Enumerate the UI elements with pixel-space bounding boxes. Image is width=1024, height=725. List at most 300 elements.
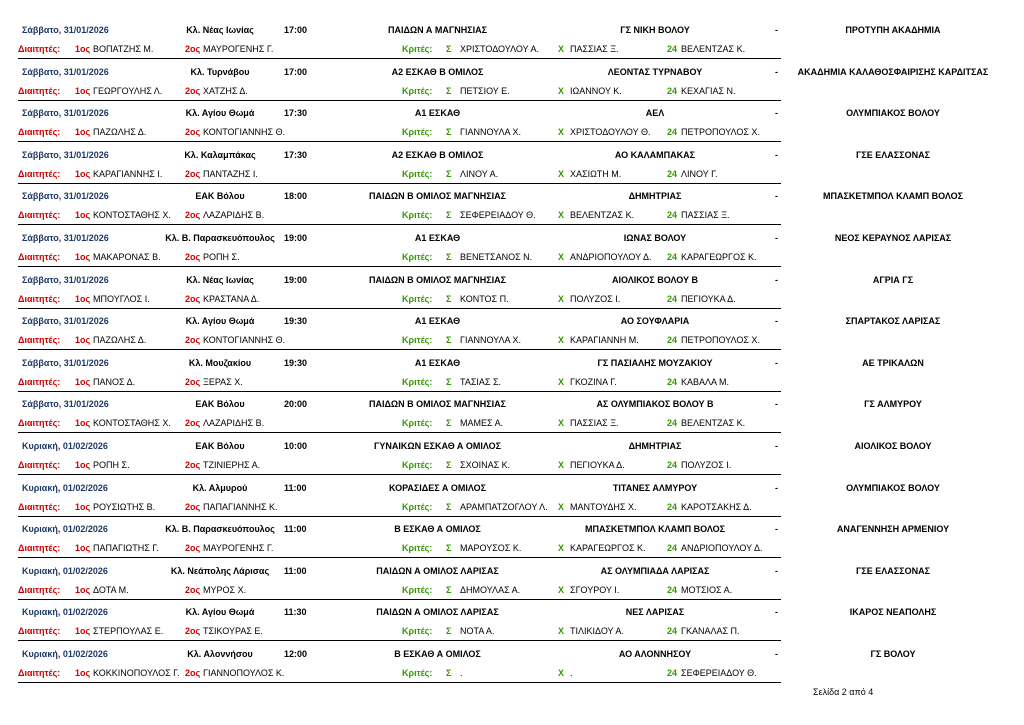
officials-row <box>0 207 1024 223</box>
ref1-label: 1ος <box>75 460 91 470</box>
referee-1: ΚΟΚΚΙΝΟΠΟΥΛΟΣ Γ. <box>93 668 180 678</box>
timer-label: Χ <box>558 127 565 138</box>
judges-label: Κριτές: <box>402 293 433 304</box>
referee-1: ΔΟΤΑ Μ. <box>93 584 129 595</box>
referee-1: ΣΤΕΡΠΟΥΛΑΣ Ε. <box>93 626 164 637</box>
vs-dash: - <box>775 524 778 535</box>
shot-clock-operator: ΒΕΛΕΝΤΖΑΣ Κ. <box>681 44 746 54</box>
ref1-label: 1ος <box>75 127 91 138</box>
officials-row <box>0 374 1024 390</box>
officials-row <box>0 124 1024 140</box>
away-team: ΑΚΑΔΗΜΙΑ ΚΑΛΑΘΟΣΦΑΙΡΙΣΗΣ ΚΑΡΔΙΤΣΑΣ <box>797 66 989 77</box>
referees-label: Διαιτητές: <box>18 252 61 262</box>
referee-1: ΓΕΩΡΓΟΥΛΗΣ Λ. <box>93 85 163 96</box>
shot-clock-operator: ΑΝΔΡΙΟΠΟΥΛΟΥ Δ. <box>681 543 763 554</box>
ref1-label: 1ος <box>75 584 91 595</box>
referee-1: ΠΑΝΟΣ Δ. <box>93 376 136 387</box>
home-team: ΓΣ ΝΙΚΗ ΒΟΛΟΥ <box>620 25 690 35</box>
scorer-label: Σ <box>446 501 452 512</box>
shot-clock-operator: ΠΕΓΙΟΥΚΑ Δ. <box>681 293 736 304</box>
vs-dash: - <box>775 66 778 77</box>
match-time: 11:00 <box>284 482 307 493</box>
match-block <box>0 395 1024 437</box>
referees-label: Διαιτητές: <box>18 127 61 138</box>
timer-label: Χ <box>558 460 565 470</box>
timer: ΣΓΟΥΡΟΥ Ι. <box>570 584 620 595</box>
timer: ΑΝΔΡΙΟΠΟΥΛΟΥ Δ. <box>570 252 652 262</box>
timer-label: Χ <box>558 85 565 96</box>
match-date: Σάββατο, 31/01/2026 <box>22 25 109 35</box>
scorer: ΔΗΜΟΥΛΑΣ Α. <box>460 584 521 595</box>
timer: ΠΑΣΣΙΑΣ Ξ. <box>570 418 619 429</box>
ref2-label: 2ος <box>185 418 201 429</box>
referees-label: Διαιτητές: <box>18 418 61 429</box>
match-block <box>0 229 1024 271</box>
ref2-label: 2ος <box>185 376 201 387</box>
row-underline <box>18 640 781 641</box>
row-underline <box>18 432 781 433</box>
match-info-row <box>0 646 1024 662</box>
scorer-label: Σ <box>446 460 452 470</box>
row-underline <box>18 183 781 184</box>
scorer: ΒΕΝΕΤΣΑΝΟΣ Ν. <box>460 252 533 262</box>
match-info-row <box>0 521 1024 537</box>
scorer: ΤΑΣΙΑΣ Σ. <box>460 376 502 387</box>
vs-dash: - <box>775 357 778 368</box>
shot-clock-label: 24 <box>667 501 678 512</box>
scorer: ΓΙΑΝΝΟΥΛΑ Χ. <box>460 335 522 346</box>
timer: ΠΕΓΙΟΥΚΑ Δ. <box>570 460 625 470</box>
match-venue: Κλ. Καλαμπάκας <box>184 149 256 160</box>
ref2-label: 2ος <box>185 501 201 512</box>
ref1-label: 1ος <box>75 543 91 554</box>
ref1-label: 1ος <box>75 252 91 262</box>
match-info-row <box>0 563 1024 579</box>
referee-1: ΜΠΟΥΓΛΟΣ Ι. <box>93 293 150 304</box>
home-team: ΔΗΜΗΤΡΙΑΣ <box>628 191 682 202</box>
shot-clock-operator: ΒΕΛΕΝΤΖΑΣ Κ. <box>681 418 746 429</box>
home-team: ΑΕΛ <box>645 108 665 119</box>
referees-label: Διαιτητές: <box>18 293 61 304</box>
ref1-label: 1ος <box>75 376 91 387</box>
referees-label: Διαιτητές: <box>18 376 61 387</box>
ref1-label: 1ος <box>75 168 91 179</box>
shot-clock-label: 24 <box>667 668 678 678</box>
match-block <box>0 104 1024 146</box>
match-block <box>0 603 1024 645</box>
judges-label: Κριτές: <box>402 127 433 138</box>
shot-clock-operator: ΠΟΛΥΖΟΣ Ι. <box>681 460 732 470</box>
scorer-label: Σ <box>446 335 452 346</box>
scorer: ΣΧΟΙΝΑΣ Κ. <box>460 460 511 470</box>
match-time: 17:00 <box>284 66 308 77</box>
match-league: ΠΑΙΔΩΝ Β ΟΜΙΛΟΣ ΜΑΓΝΗΣΙΑΣ <box>368 399 507 410</box>
shot-clock-operator: ΠΕΤΡΟΠΟΥΛΟΣ Χ. <box>681 335 760 346</box>
row-underline <box>18 100 781 101</box>
match-block <box>0 312 1024 354</box>
match-league: Α2 ΕΣΚΑΘ Β ΟΜΙΛΟΣ <box>391 66 484 77</box>
judges-label: Κριτές: <box>402 584 433 595</box>
judges-label: Κριτές: <box>402 501 433 512</box>
match-time: 20:00 <box>284 399 308 410</box>
timer: ΤΙΛΙΚΙΔΟΥ Α. <box>570 626 624 637</box>
row-underline <box>18 266 781 267</box>
match-league: ΠΑΙΔΩΝ Β ΟΜΙΛΟΣ ΜΑΓΝΗΣΙΑΣ <box>368 274 507 285</box>
shot-clock-operator: ΠΕΤΡΟΠΟΥΛΟΣ Χ. <box>681 127 760 138</box>
referees-label: Διαιτητές: <box>18 626 61 637</box>
match-block <box>0 21 1024 63</box>
match-info-row <box>0 188 1024 204</box>
timer-label: Χ <box>558 584 565 595</box>
referees-label: Διαιτητές: <box>18 668 61 678</box>
home-team: ΤΙΤΑΝΕΣ ΑΛΜΥΡΟΥ <box>612 482 698 493</box>
match-time: 19:00 <box>284 274 308 285</box>
scorer-label: Σ <box>446 376 452 387</box>
timer-label: Χ <box>558 501 565 512</box>
match-date: Σάββατο, 31/01/2026 <box>22 399 109 410</box>
match-league: ΚΟΡΑΣΙΔΕΣ Α ΟΜΙΛΟΣ <box>388 482 487 493</box>
match-date: Σάββατο, 31/01/2026 <box>22 191 109 202</box>
referee-2: ΜΥΡΟΣ Χ. <box>203 584 247 595</box>
away-team: ΣΠΑΡΤΑΚΟΣ ΛΑΡΙΣΑΣ <box>845 316 941 327</box>
scorer-label: Σ <box>446 293 452 304</box>
judges-label: Κριτές: <box>402 44 433 54</box>
match-block <box>0 520 1024 562</box>
judges-label: Κριτές: <box>402 335 433 346</box>
row-underline <box>18 308 781 309</box>
judges-label: Κριτές: <box>402 85 433 96</box>
referee-1: ΜΑΚΑΡΟΝΑΣ Β. <box>93 252 161 262</box>
referees-label: Διαιτητές: <box>18 460 61 470</box>
shot-clock-label: 24 <box>667 85 678 96</box>
match-league: Α1 ΕΣΚΑΘ <box>414 357 461 368</box>
referee-2: ΛΑΖΑΡΙΔΗΣ Β. <box>203 418 265 429</box>
referees-label: Διαιτητές: <box>18 210 61 221</box>
shot-clock-label: 24 <box>667 44 678 54</box>
vs-dash: - <box>775 233 778 243</box>
ref1-label: 1ος <box>75 626 91 637</box>
referee-2: ΜΑΥΡΟΓΕΝΗΣ Γ. <box>203 543 274 554</box>
away-team: ΙΚΑΡΟΣ ΝΕΑΠΟΛΗΣ <box>849 607 937 618</box>
shot-clock-label: 24 <box>667 376 678 387</box>
ref2-label: 2ος <box>185 626 201 637</box>
home-team: ΑΟ ΑΛΟΝΝΗΣΟΥ <box>618 649 692 659</box>
away-team: ΓΣ ΑΛΜΥΡΟΥ <box>864 399 922 410</box>
scorer: ΜΑΡΟΥΣΟΣ Κ. <box>460 543 522 554</box>
match-block <box>0 187 1024 229</box>
match-date: Σάββατο, 31/01/2026 <box>22 108 109 119</box>
match-date: Σάββατο, 31/01/2026 <box>22 66 109 77</box>
referee-2: ΓΙΑΝΝΟΠΟΥΛΟΣ Κ. <box>203 668 285 678</box>
match-date: Σάββατο, 31/01/2026 <box>22 149 109 160</box>
match-time: 12:00 <box>284 649 308 659</box>
officials-row <box>0 457 1024 473</box>
away-team: ΑΙΟΛΙΚΟΣ ΒΟΛΟΥ <box>854 441 932 451</box>
officials-row <box>0 623 1024 639</box>
match-venue: ΕΑΚ Βόλου <box>195 191 245 202</box>
shot-clock-label: 24 <box>667 460 678 470</box>
match-info-row <box>0 147 1024 163</box>
match-league: Β ΕΣΚΑΘ Α ΟΜΙΛΟΣ <box>394 649 481 659</box>
scorer-label: Σ <box>446 85 452 96</box>
scorer-label: Σ <box>446 252 452 262</box>
referees-label: Διαιτητές: <box>18 584 61 595</box>
away-team: ΑΝΑΓΕΝΝΗΣΗ ΑΡΜΕΝΙΟΥ <box>836 524 950 535</box>
scorer-label: Σ <box>446 168 452 179</box>
shot-clock-operator: ΚΕΧΑΓΙΑΣ Ν. <box>681 85 736 96</box>
scorer: ΜΑΜΕΣ Α. <box>460 418 504 429</box>
shot-clock-label: 24 <box>667 127 678 138</box>
judges-label: Κριτές: <box>402 376 433 387</box>
referee-1: ΡΟΥΣΙΩΤΗΣ Β. <box>93 501 156 512</box>
timer: . <box>570 668 573 678</box>
match-venue: Κλ. Τυρνάβου <box>190 66 250 77</box>
match-venue: Κλ. Β. Παρασκευόπουλος <box>165 233 275 243</box>
scorer-label: Σ <box>446 127 452 138</box>
scorer: ΠΕΤΣΙΟΥ Ε. <box>460 85 510 96</box>
match-date: Κυριακή, 01/02/2026 <box>22 441 108 451</box>
timer: ΙΩΑΝΝΟΥ Κ. <box>570 85 622 96</box>
match-time: 10:00 <box>284 441 308 451</box>
page-number: Σελίδα 2 από 4 <box>813 687 874 697</box>
officials-row <box>0 166 1024 182</box>
match-block <box>0 271 1024 313</box>
shot-clock-operator: ΚΑΡΑΓΕΩΡΓΟΣ Κ. <box>681 252 757 262</box>
timer-label: Χ <box>558 418 565 429</box>
judges-label: Κριτές: <box>402 168 433 179</box>
row-underline <box>18 391 781 392</box>
match-info-row <box>0 438 1024 454</box>
row-underline <box>18 682 781 683</box>
shot-clock-label: 24 <box>667 293 678 304</box>
referees-label: Διαιτητές: <box>18 85 61 96</box>
shot-clock-operator: ΚΑΡΟΤΣΑΚΗΣ Δ. <box>681 501 752 512</box>
timer: ΧΑΣΙΩΤΗ Μ. <box>570 168 622 179</box>
officials-row <box>0 582 1024 598</box>
vs-dash: - <box>775 607 778 618</box>
match-block <box>0 63 1024 105</box>
vs-dash: - <box>775 108 778 119</box>
match-venue: Κλ. Αλοννήσου <box>187 649 253 659</box>
referee-2: ΤΣΙΚΟΥΡΑΣ Ε. <box>203 626 263 637</box>
scorer: ΧΡΙΣΤΟΔΟΥΛΟΥ Α. <box>460 44 539 54</box>
home-team: ΑΙΟΛΙΚΟΣ ΒΟΛΟΥ Β <box>611 274 699 285</box>
shot-clock-label: 24 <box>667 543 678 554</box>
match-venue: ΕΑΚ Βόλου <box>195 399 245 410</box>
home-team: ΑΟ ΚΑΛΑΜΠΑΚΑΣ <box>614 149 696 160</box>
referee-1: ΚΟΝΤΟΣΤΑΘΗΣ Χ. <box>93 418 171 429</box>
home-team: ΙΩΝΑΣ ΒΟΛΟΥ <box>623 233 687 243</box>
match-time: 11:00 <box>284 565 307 576</box>
shot-clock-label: 24 <box>667 168 678 179</box>
timer: ΧΡΙΣΤΟΔΟΥΛΟΥ Θ. <box>570 127 651 138</box>
ref2-label: 2ος <box>185 168 201 179</box>
match-info-row <box>0 272 1024 288</box>
ref2-label: 2ος <box>185 584 201 595</box>
timer-label: Χ <box>558 168 565 179</box>
match-date: Κυριακή, 01/02/2026 <box>22 649 108 659</box>
shot-clock-operator: ΚΑΒΑΛΑ Μ. <box>681 376 730 387</box>
match-info-row <box>0 480 1024 496</box>
timer-label: Χ <box>558 668 565 678</box>
match-time: 17:30 <box>284 108 308 119</box>
referee-2: ΜΑΥΡΟΓΕΝΗΣ Γ. <box>203 44 274 54</box>
away-team: ΓΣΕ ΕΛΑΣΣΟΝΑΣ <box>855 149 931 160</box>
match-league: ΓΥΝΑΙΚΩΝ ΕΣΚΑΘ Α ΟΜΙΛΟΣ <box>373 441 502 451</box>
vs-dash: - <box>775 441 778 451</box>
match-venue: Κλ. Αγίου Θωμά <box>185 316 255 327</box>
referee-1: ΡΟΠΗ Σ. <box>93 460 130 470</box>
officials-row <box>0 415 1024 431</box>
officials-row <box>0 665 1024 681</box>
row-underline <box>18 224 781 225</box>
shot-clock-label: 24 <box>667 252 678 262</box>
ref1-label: 1ος <box>75 418 91 429</box>
away-team: ΜΠΑΣΚΕΤΜΠΟΛ ΚΛΑΜΠ ΒΟΛΟΣ <box>822 191 964 202</box>
match-date: Κυριακή, 01/02/2026 <box>22 565 108 576</box>
row-underline <box>18 599 781 600</box>
timer-label: Χ <box>558 293 565 304</box>
vs-dash: - <box>775 149 778 160</box>
scorer: . <box>460 668 463 678</box>
away-team: ΑΓΡΙΑ ΓΣ <box>872 274 914 285</box>
vs-dash: - <box>775 399 778 410</box>
timer: ΚΑΡΑΓΙΑΝΝΗ Μ. <box>570 335 639 346</box>
scorer-label: Σ <box>446 626 452 637</box>
away-team: ΝΕΟΣ ΚΕΡΑΥΝΟΣ ΛΑΡΙΣΑΣ <box>834 233 952 243</box>
timer-label: Χ <box>558 543 565 554</box>
away-team: ΑΕ ΤΡΙΚΑΛΩΝ <box>862 357 924 368</box>
officials-row <box>0 332 1024 348</box>
match-date: Σάββατο, 31/01/2026 <box>22 233 109 243</box>
shot-clock-label: 24 <box>667 584 678 595</box>
referees-label: Διαιτητές: <box>18 44 61 54</box>
match-info-row <box>0 604 1024 620</box>
shot-clock-operator: ΛΙΝΟΥ Γ. <box>681 168 718 179</box>
ref1-label: 1ος <box>75 44 91 54</box>
referee-1: ΠΑΠΑΓΙΩΤΗΣ Γ. <box>93 543 159 554</box>
ref1-label: 1ος <box>75 85 91 96</box>
match-venue: Κλ. Αγίου Θωμά <box>185 607 255 618</box>
ref1-label: 1ος <box>75 668 91 678</box>
match-time: 19:30 <box>284 357 308 368</box>
referee-2: ΞΕΡΑΣ Χ. <box>203 376 243 387</box>
match-venue: Κλ. Μουζακίου <box>188 357 252 368</box>
match-date: Κυριακή, 01/02/2026 <box>22 524 108 535</box>
timer: ΠΑΣΣΙΑΣ Ξ. <box>570 44 619 54</box>
match-block <box>0 146 1024 188</box>
home-team: ΑΣ ΟΛΥΜΠΙΑΔΑ ΛΑΡΙΣΑΣ <box>600 565 710 576</box>
home-team: ΜΠΑΣΚΕΤΜΠΟΛ ΚΛΑΜΠ ΒΟΛΟΣ <box>584 524 726 535</box>
ref1-label: 1ος <box>75 210 91 221</box>
judges-label: Κριτές: <box>402 460 433 470</box>
match-date: Κυριακή, 01/02/2026 <box>22 482 108 493</box>
judges-label: Κριτές: <box>402 418 433 429</box>
scorer: ΣΕΦΕΡΕΙΑΔΟΥ Θ. <box>460 210 536 221</box>
referees-label: Διαιτητές: <box>18 168 61 179</box>
officials-row <box>0 540 1024 556</box>
judges-label: Κριτές: <box>402 626 433 637</box>
officials-row <box>0 499 1024 515</box>
timer: ΚΑΡΑΓΕΩΡΓΟΣ Κ. <box>570 543 646 554</box>
ref2-label: 2ος <box>185 85 201 96</box>
vs-dash: - <box>775 25 778 35</box>
away-team: ΓΣ ΒΟΛΟΥ <box>870 649 916 659</box>
match-block <box>0 562 1024 604</box>
shot-clock-operator: ΣΕΦΕΡΕΙΑΔΟΥ Θ. <box>681 668 757 678</box>
referee-2: ΚΡΑΣΤΑΝΑ Δ. <box>203 293 260 304</box>
shot-clock-operator: ΜΟΤΣΙΟΣ Α. <box>681 584 733 595</box>
officials-row <box>0 249 1024 265</box>
match-info-row <box>0 22 1024 38</box>
scorer-label: Σ <box>446 210 452 221</box>
home-team: ΝΕΣ ΛΑΡΙΣΑΣ <box>625 607 685 618</box>
ref2-label: 2ος <box>185 460 201 470</box>
match-date: Σάββατο, 31/01/2026 <box>22 316 109 327</box>
home-team: ΔΗΜΗΤΡΙΑΣ <box>628 441 682 451</box>
referees-label: Διαιτητές: <box>18 335 61 346</box>
judges-label: Κριτές: <box>402 668 433 678</box>
referee-2: ΧΑΤΖΗΣ Δ. <box>203 85 248 96</box>
referees-label: Διαιτητές: <box>18 501 61 512</box>
officials-row <box>0 291 1024 307</box>
referee-1: ΒΟΠΑΤΖΗΣ Μ. <box>93 44 154 54</box>
ref2-label: 2ος <box>185 210 201 221</box>
match-venue: Κλ. Νεάπολης Λάρισας <box>170 565 270 576</box>
scorer: ΛΙΝΟΥ Α. <box>460 168 499 179</box>
ref2-label: 2ος <box>185 252 201 262</box>
timer: ΓΚΟΖΙΝΑ Γ. <box>570 376 617 387</box>
shot-clock-operator: ΠΑΣΣΙΑΣ Ξ. <box>681 210 730 221</box>
home-team: ΛΕΟΝΤΑΣ ΤΥΡΝΑΒΟΥ <box>607 66 703 77</box>
referee-2: ΠΑΝΤΑΖΗΣ Ι. <box>203 168 258 179</box>
timer-label: Χ <box>558 376 565 387</box>
scorer-label: Σ <box>446 584 452 595</box>
home-team: ΑΟ ΣΟΥΦΛΑΡΙΑ <box>620 316 690 327</box>
match-league: Β ΕΣΚΑΘ Α ΟΜΙΛΟΣ <box>394 524 481 535</box>
match-league: ΠΑΙΔΩΝ Β ΟΜΙΛΟΣ ΜΑΓΝΗΣΙΑΣ <box>368 191 507 202</box>
scorer-label: Σ <box>446 44 452 54</box>
match-venue: Κλ. Αγίου Θωμά <box>185 108 255 119</box>
row-underline <box>18 349 781 350</box>
vs-dash: - <box>775 482 778 493</box>
timer-label: Χ <box>558 335 565 346</box>
row-underline <box>18 474 781 475</box>
match-info-row <box>0 230 1024 246</box>
shot-clock-label: 24 <box>667 335 678 346</box>
match-league: Α1 ΕΣΚΑΘ <box>414 233 461 243</box>
timer: ΜΑΝΤΟΥΔΗΣ Χ. <box>570 501 637 512</box>
row-underline <box>18 141 781 142</box>
match-info-row <box>0 396 1024 412</box>
timer-label: Χ <box>558 44 565 54</box>
match-info-row <box>0 105 1024 121</box>
away-team: ΟΛΥΜΠΙΑΚΟΣ ΒΟΛΟΥ <box>846 108 940 119</box>
match-venue: Κλ. Νέας Ιωνίας <box>186 274 254 285</box>
match-league: ΠΑΙΔΩΝ Α ΟΜΙΛΟΣ ΛΑΡΙΣΑΣ <box>376 607 499 618</box>
ref1-label: 1ος <box>75 293 91 304</box>
match-time: 17:00 <box>284 25 308 35</box>
match-date: Σάββατο, 31/01/2026 <box>22 357 109 368</box>
ref1-label: 1ος <box>75 335 91 346</box>
scorer-label: Σ <box>446 418 452 429</box>
match-league: Α2 ΕΣΚΑΘ Β ΟΜΙΛΟΣ <box>391 149 484 160</box>
match-time: 11:30 <box>284 607 307 618</box>
match-time: 19:00 <box>284 233 308 243</box>
scorer: ΑΡΑΜΠΑΤΖΟΓΛΟΥ Λ. <box>460 501 548 512</box>
referee-2: ΡΟΠΗ Σ. <box>203 252 240 262</box>
referee-2: ΠΑΠΑΓΙΑΝΝΗΣ Κ. <box>203 501 278 512</box>
